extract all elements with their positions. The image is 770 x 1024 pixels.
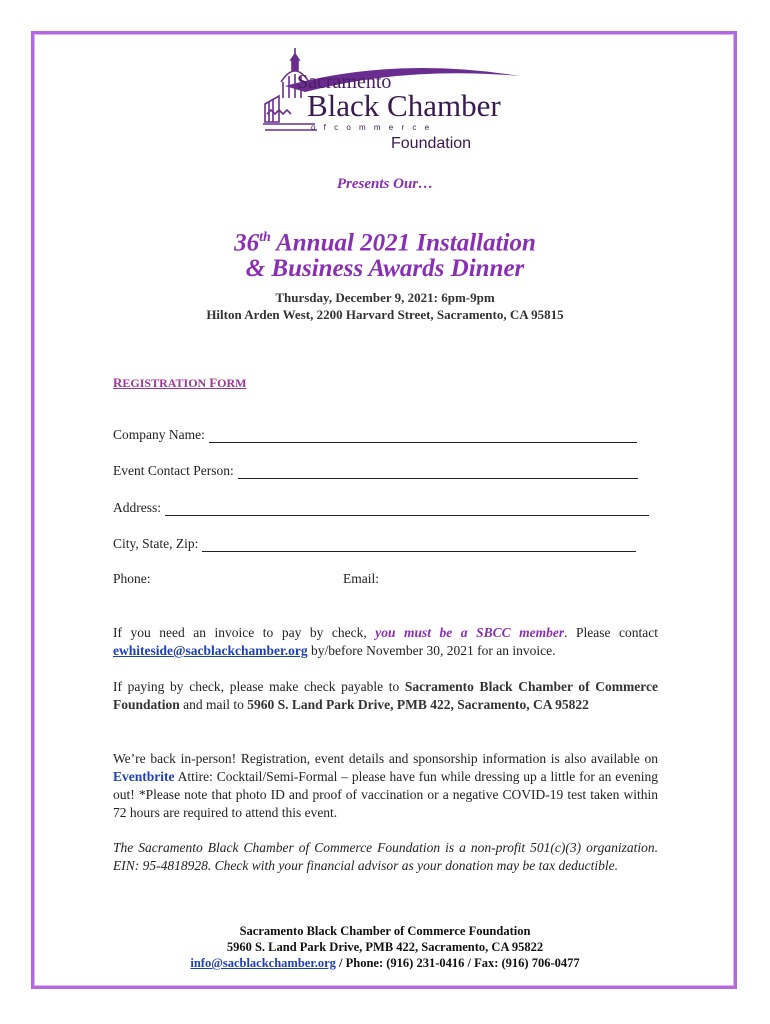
company-name-input-line[interactable]	[209, 428, 637, 443]
email-field[interactable]	[343, 571, 379, 587]
footer-phone-fax: / Phone: (916) 231-0416 / Fax: (916) 706-0477	[335, 956, 580, 970]
address-label: Address:	[113, 500, 161, 515]
address-field[interactable]	[113, 500, 649, 516]
heading-r: R	[113, 375, 123, 390]
title-line-1	[0, 225, 770, 256]
city-state-zip-input-line[interactable]	[202, 537, 636, 552]
heading-orm: ORM	[217, 376, 247, 390]
nonprofit-note: The Sacramento Black Chamber of Commerce Foundation is a non-profit 501(c)(3) organization. EIN: 95-4818928. Check with your financial advisor as your donation may be tax deductible.	[113, 840, 658, 873]
in-person-text-2: Attire: Cocktail/Semi-Formal – please have fun while dressing up a little for an evening out! *Please note that photo ID and proof of vaccination or a negative COVID-19 test taken within 72 hours are required to attend this event.	[113, 769, 658, 820]
company-name-field[interactable]	[113, 427, 637, 443]
check-text-2: and mail to	[179, 697, 248, 712]
sbcc-logo	[245, 46, 520, 156]
address-input-line[interactable]	[165, 501, 649, 516]
event-contact-field[interactable]	[113, 463, 638, 479]
email-label: Email:	[343, 571, 379, 586]
footer-address: 5960 S. Land Park Drive, PMB 422, Sacramento, CA 95822	[226, 940, 544, 954]
capitol-dome-logo-graphic	[245, 46, 520, 156]
logo-of-commerce-text: o f c o m m e r c e	[311, 123, 433, 132]
invoice-text-2: . Please contact	[564, 625, 659, 640]
logo-black-chamber-text: Black Chamber	[307, 88, 501, 123]
check-mail-address: 5960 S. Land Park Drive, PMB 422, Sacramento, CA 95822	[247, 697, 589, 712]
company-name-label: Company Name:	[113, 427, 205, 442]
presents-text: Presents Our…	[336, 176, 434, 192]
logo-foundation-text: Foundation	[391, 135, 472, 152]
phone-field[interactable]	[113, 571, 151, 587]
check-paragraph	[113, 678, 658, 714]
title-number: 36	[234, 229, 260, 257]
logo-sacramento-text: Sacramento	[297, 71, 392, 93]
footer-org-name: Sacramento Black Chamber of Commerce Foundation	[239, 924, 531, 938]
check-payee: Sacramento Black Chamber of Commerce Foundation	[113, 679, 658, 712]
event-datetime: Thursday, December 9, 2021: 6pm-9pm	[275, 290, 495, 305]
phone-label: Phone:	[113, 571, 151, 586]
event-contact-label: Event Contact Person:	[113, 463, 234, 478]
invoice-paragraph	[113, 624, 658, 660]
city-state-zip-label: City, State, Zip:	[113, 536, 199, 551]
footer-contact	[0, 955, 770, 971]
city-state-zip-field[interactable]	[113, 536, 636, 552]
heading-f: F	[209, 375, 218, 390]
title-line-1-text: Annual 2021 Installation	[270, 229, 536, 257]
event-venue: Hilton Arden West, 2200 Harvard Street, Sacramento, CA 95815	[206, 307, 564, 322]
heading-egistration: EGISTRATION	[122, 376, 210, 390]
event-title	[0, 225, 770, 282]
in-person-text-1: We’re back in-person! Registration, event details and sponsorship information is also available on	[113, 751, 658, 766]
invoice-text-3: by/before November 30, 2021 for an invoice.	[307, 643, 556, 658]
footer-email-link[interactable]: info@sacblackchamber.org	[190, 956, 336, 970]
invoice-email-link[interactable]: ewhiteside@sacblackchamber.org	[113, 643, 308, 658]
registration-form-heading	[113, 375, 246, 391]
invoice-text-1: If you need an invoice to pay by check,	[113, 625, 367, 640]
sbcc-member-requirement: you must be a SBCC member	[366, 625, 565, 640]
check-text-1: If paying by check, please make check payable to	[113, 679, 405, 694]
eventbrite-link[interactable]: Eventbrite	[113, 769, 175, 784]
title-suffix: th	[259, 230, 271, 245]
event-contact-input-line[interactable]	[238, 464, 638, 479]
title-line-2: & Business Awards Dinner	[245, 255, 525, 283]
in-person-paragraph	[113, 750, 658, 822]
